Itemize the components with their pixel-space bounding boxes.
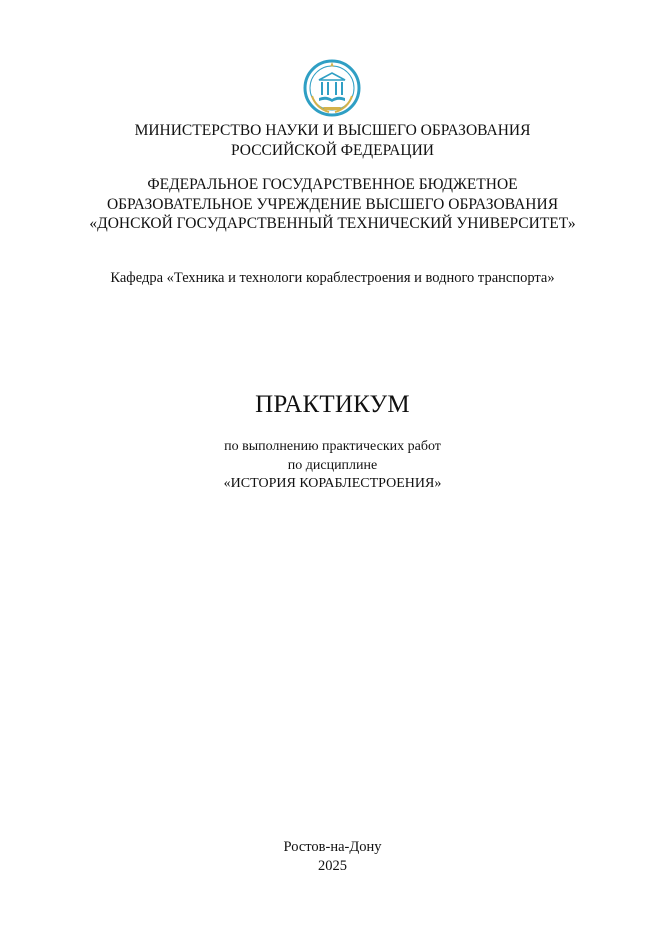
university-emblem-icon [302,58,362,120]
ministry-line-2: РОССИЙСКОЙ ФЕДЕРАЦИИ [231,141,434,159]
footer-city: Ростов-на-Дону [283,839,382,855]
institution-line-1: ФЕДЕРАЛЬНОЕ ГОСУДАРСТВЕННОЕ БЮДЖЕТНОЕ [147,176,518,193]
footer-year: 2025 [318,858,347,874]
department-line: Кафедра «Техника и технологи кораблестроения и водного транспорта» [110,270,555,286]
subtitle-line-2: по дисциплине [287,457,378,473]
subtitle-line-3: «ИСТОРИЯ КОРАБЛЕСТРОЕНИЯ» [223,476,442,491]
page-footer [0,838,665,876]
document-title [0,390,665,420]
document-subtitle [0,438,665,494]
institution-line-3: «ДОНСКОЙ ГОСУДАРСТВЕННЫЙ ТЕХНИЧЕСКИЙ УНИВЕРСИТЕТ» [89,215,576,232]
institution-line-2: ОБРАЗОВАТЕЛЬНОЕ УЧРЕЖДЕНИЕ ВЫСШЕГО ОБРАЗОВАНИЯ [106,195,559,213]
department-name [0,269,665,288]
ministry-line-1: МИНИСТЕРСТВО НАУКИ И ВЫСШЕГО ОБРАЗОВАНИЯ [134,122,531,139]
subtitle-line-1: по выполнению практических работ [224,439,441,454]
ministry-header [0,121,665,160]
institution-header [0,175,665,234]
document-title-text: ПРАКТИКУМ [255,391,410,418]
